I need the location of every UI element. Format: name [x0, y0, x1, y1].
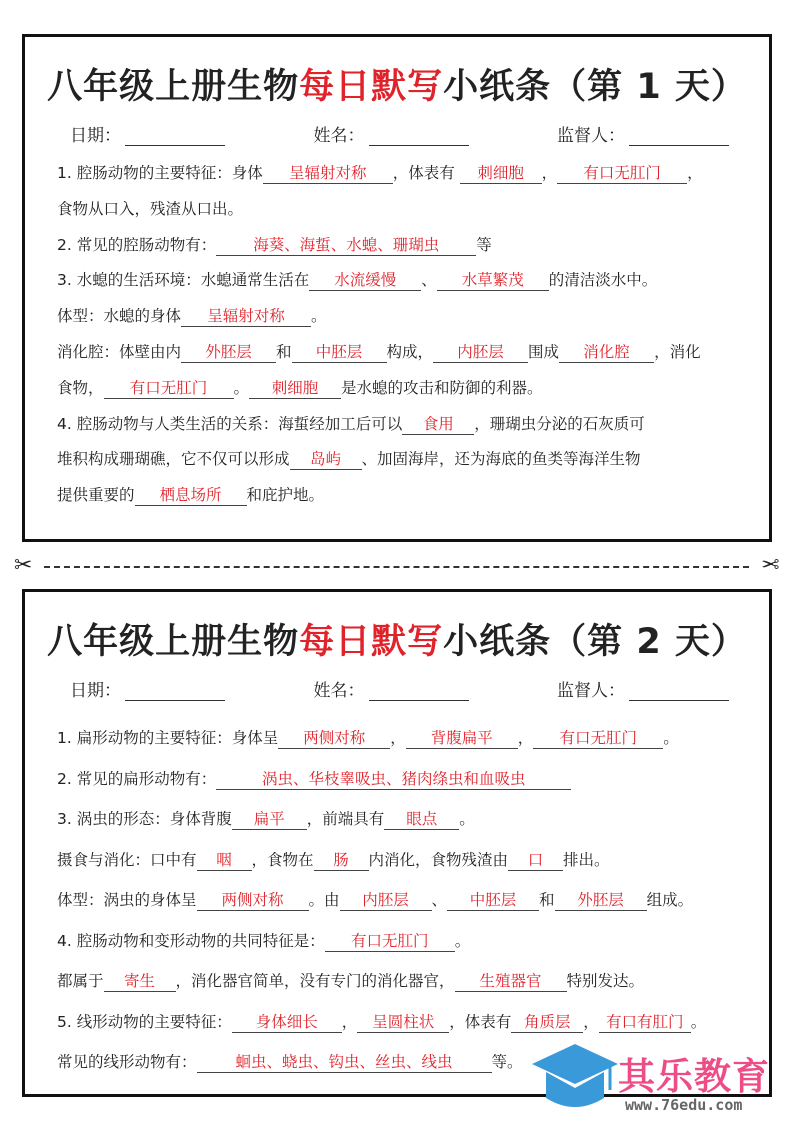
question-text: 1. 扁形动物的主要特征：身体呈: [57, 729, 279, 747]
meta-row: [25, 121, 769, 146]
question-text: 3. 涡虫的形态：身体背腹: [57, 810, 232, 828]
answer-blank[interactable]: 口: [508, 850, 563, 871]
answer-blank[interactable]: 外胚层: [181, 342, 276, 363]
question-text: 内消化，食物残渣由: [368, 850, 509, 869]
answer-blank[interactable]: 消化腔: [559, 342, 654, 363]
scissors-icon: ✂: [14, 553, 33, 578]
date-field[interactable]: [70, 121, 225, 146]
question-text: 5. 线形动物的主要特征：: [57, 1012, 232, 1031]
answer-blank[interactable]: 呈辐射对称: [181, 306, 311, 327]
graduation-cap-icon: [530, 1040, 620, 1120]
question-text: 4. 腔肠动物和变形动物的共同特征是：: [57, 931, 325, 950]
question-text: 2. 常见的扁形动物有：: [57, 769, 217, 788]
question-text: 提供重要的: [57, 486, 135, 505]
question-text: 。: [663, 729, 679, 747]
card-title: [25, 614, 769, 664]
question-line: [57, 265, 769, 301]
question-text: 。由: [308, 891, 340, 909]
question-text: 、: [421, 271, 437, 290]
answer-blank[interactable]: 咽: [197, 850, 252, 871]
answer-blank[interactable]: 有口无肛门: [533, 728, 663, 749]
name-label: 姓名：: [313, 126, 365, 146]
question-text: 2. 常见的腔肠动物有：: [57, 235, 217, 254]
question-line: [57, 802, 769, 843]
question-text: 围成: [528, 342, 560, 361]
title-part: 小纸条（第 2 天）: [443, 622, 747, 662]
answer-blank[interactable]: 岛屿: [290, 449, 362, 470]
question-text: 。: [311, 307, 327, 326]
question-text: 体型：涡虫的身体呈: [57, 891, 197, 909]
question-text: ，前端具有: [306, 810, 385, 828]
answer-blank[interactable]: 眼点: [384, 809, 459, 830]
answer-blank[interactable]: 栖息场所: [135, 485, 247, 506]
question-text: ，: [541, 164, 558, 182]
name-field[interactable]: [314, 121, 469, 146]
answer-blank[interactable]: 角质层: [511, 1012, 583, 1033]
question-text: 。: [459, 810, 475, 828]
question-text: 。: [454, 931, 471, 950]
question-text: 和: [539, 891, 555, 909]
question-text: ，珊瑚虫分泌的石灰质可: [474, 414, 645, 433]
question-lines: [57, 721, 769, 1086]
title-part: 小纸条（第 1 天）: [443, 67, 747, 107]
question-line: [57, 762, 769, 803]
question-text: ，: [341, 1012, 358, 1031]
date-label: 日期：: [70, 126, 121, 146]
scissors-icon: ✂: [760, 553, 779, 578]
card-title: [25, 59, 769, 109]
answer-blank[interactable]: 外胚层: [555, 890, 647, 911]
brand-name: 其乐教育: [618, 1055, 770, 1098]
name-label: 姓名：: [313, 681, 365, 701]
question-line: [57, 337, 769, 373]
question-text: ，消化: [654, 342, 701, 361]
question-text: 体型：水螅的身体: [57, 307, 182, 326]
date-field[interactable]: [70, 676, 225, 701]
question-text: 和: [276, 342, 292, 361]
question-line: [57, 409, 769, 445]
question-text: 摄食与消化：口中有: [57, 850, 197, 869]
answer-blank[interactable]: 背腹扁平: [406, 728, 518, 749]
date-label: 日期：: [70, 681, 121, 701]
question-text: ，食物在: [251, 850, 314, 869]
answer-blank[interactable]: 肠: [314, 850, 369, 871]
question-text: 组成。: [646, 891, 694, 909]
answer-blank[interactable]: 刺细胞: [460, 163, 542, 184]
question-text: 都属于: [57, 972, 104, 990]
answer-blank[interactable]: 蛔虫、蛲虫、钩虫、丝虫、线虫: [197, 1052, 492, 1073]
question-line: [57, 373, 769, 409]
question-lines: [57, 158, 769, 516]
question-text: 4. 腔肠动物与人类生活的关系：海蜇经加工后可以: [57, 414, 403, 433]
question-text: ，: [687, 164, 703, 182]
title-highlight: 每日默写: [299, 622, 444, 662]
question-line: [57, 1005, 769, 1046]
question-text: ，消化器官简单，没有专门的消化器官，: [175, 972, 455, 990]
answer-blank[interactable]: 海葵、海蜇、水螅、珊瑚虫: [216, 235, 476, 256]
answer-blank[interactable]: 呈辐射对称: [263, 163, 393, 184]
answer-blank[interactable]: 涡虫、华枝睾吸虫、猪肉绦虫和血吸虫: [216, 769, 571, 790]
dictation-card-day-1: [22, 34, 772, 542]
answer-blank[interactable]: 内胚层: [433, 342, 528, 363]
question-text: ，: [390, 729, 406, 747]
question-text: ，体表有: [449, 1012, 512, 1031]
question-line: [57, 158, 769, 194]
question-text: 3. 水螅的生活环境：水螅通常生活在: [57, 271, 310, 290]
title-highlight: 每日默写: [299, 67, 444, 107]
supervisor-field[interactable]: [557, 121, 729, 146]
question-text: 构成，: [386, 342, 434, 361]
question-line: [57, 194, 769, 230]
question-text: 。: [690, 1012, 707, 1031]
answer-blank[interactable]: 呈圆柱状: [357, 1012, 449, 1033]
question-text: 特别发达。: [566, 972, 645, 990]
supervisor-label: 监督人：: [557, 681, 625, 701]
question-text: 食物，: [57, 378, 104, 397]
question-text: ，: [517, 729, 534, 747]
question-line: [57, 924, 769, 965]
supervisor-label: 监督人：: [557, 126, 625, 146]
question-text: 等: [476, 235, 492, 254]
brand-url: www.76edu.com: [625, 1096, 743, 1114]
dictation-card-day-2: [22, 589, 772, 1097]
answer-blank[interactable]: 内胚层: [340, 890, 432, 911]
question-line: [57, 883, 769, 924]
question-text: ，: [583, 1012, 599, 1031]
question-line: [57, 301, 769, 337]
cut-line: [14, 553, 779, 578]
question-text: 和庇护地。: [246, 486, 325, 505]
question-line: [57, 964, 769, 1005]
question-line: [57, 843, 769, 884]
question-line: [57, 444, 769, 480]
answer-blank[interactable]: 水草繁茂: [437, 270, 549, 291]
answer-blank[interactable]: 身体细长: [232, 1012, 342, 1033]
answer-blank[interactable]: 有口无肛门: [104, 378, 234, 399]
question-text: 消化腔：体壁由内: [57, 342, 182, 361]
question-text: 、: [431, 891, 448, 909]
question-text: 1. 腔肠动物的主要特征：身体: [57, 164, 263, 182]
answer-blank[interactable]: 有口无肛门: [325, 931, 455, 952]
question-text: ，体表有: [392, 164, 460, 182]
answer-blank[interactable]: 中胚层: [292, 342, 387, 363]
question-text: 堆积构成珊瑚礁，它不仅可以形成: [57, 450, 290, 469]
answer-blank[interactable]: 有口有肛门: [599, 1012, 691, 1033]
dashed-divider: [44, 566, 749, 568]
answer-blank[interactable]: 中胚层: [447, 890, 539, 911]
answer-blank[interactable]: 两侧对称: [278, 728, 390, 749]
answer-blank[interactable]: 水流缓慢: [309, 270, 421, 291]
answer-blank[interactable]: 生殖器官: [455, 971, 567, 992]
question-text: 、加固海岸，还为海底的鱼类等海洋生物: [361, 450, 641, 469]
answer-blank[interactable]: 两侧对称: [197, 890, 309, 911]
answer-blank[interactable]: 刺细胞: [249, 378, 341, 399]
question-text: 等。: [491, 1053, 523, 1071]
question-line: [57, 230, 769, 266]
question-text: 。: [233, 378, 250, 397]
answer-blank[interactable]: 寄生: [104, 971, 176, 992]
answer-blank[interactable]: 扁平: [232, 809, 307, 830]
meta-row: [25, 676, 769, 701]
question-text: 排出。: [563, 850, 610, 869]
answer-blank[interactable]: 食用: [402, 414, 474, 435]
supervisor-field[interactable]: [557, 676, 729, 701]
answer-blank[interactable]: 有口无肛门: [557, 163, 687, 184]
name-field[interactable]: [314, 676, 469, 701]
title-part: 八年级上册生物: [47, 67, 300, 107]
question-text: 的清洁淡水中。: [548, 271, 658, 290]
question-line: [57, 721, 769, 762]
question-text: 食物从口入，残渣从口出。: [57, 199, 244, 218]
watermark-logo: [530, 1040, 790, 1120]
question-line: [57, 480, 769, 516]
question-text: 常见的线形动物有：: [57, 1053, 197, 1071]
question-text: 是水螅的攻击和防御的利器。: [341, 378, 543, 397]
title-part: 八年级上册生物: [47, 622, 300, 662]
